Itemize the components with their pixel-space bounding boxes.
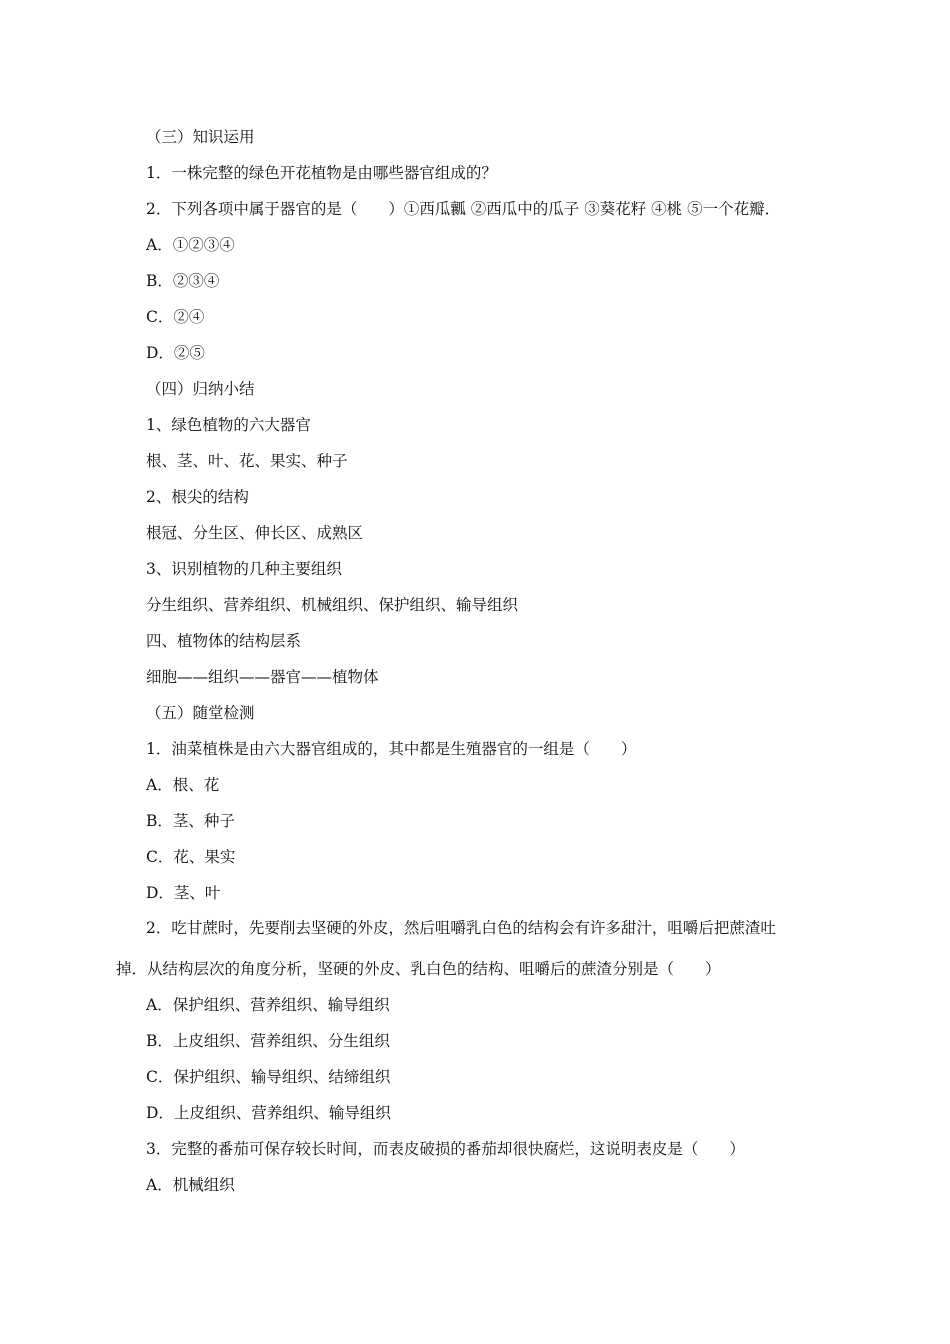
summary-item-2-title: 2、根尖的结构 bbox=[146, 488, 249, 506]
q2-option-d: D．②⑤ bbox=[146, 344, 205, 362]
q2-option-c: C．②④ bbox=[146, 308, 205, 326]
section-heading-summary: （四）归纳小结 bbox=[146, 380, 255, 398]
test-question-2-text-line-1: 2．吃甘蔗时，先要削去坚硬的外皮，然后咀嚼乳白色的结构会有许多甜汁，咀嚼后把蔗渣吐 bbox=[146, 919, 776, 937]
section-heading-knowledge-application: （三）知识运用 bbox=[146, 128, 255, 146]
test-q1-option-a: A．根、花 bbox=[146, 776, 220, 794]
section-heading-class-test: （五）随堂检测 bbox=[146, 704, 255, 722]
summary-item-1-title: 1、绿色植物的六大器官 bbox=[146, 416, 311, 434]
test-q1-option-d: D．茎、叶 bbox=[146, 884, 221, 902]
test-question-3-text: 3．完整的番茄可保存较长时间，而表皮破损的番茄却很快腐烂，这说明表皮是（ ） bbox=[146, 1140, 745, 1158]
test-q2-option-c: C．保护组织、输导组织、结缔组织 bbox=[146, 1068, 391, 1086]
test-q1-option-c: C．花、果实 bbox=[146, 848, 236, 866]
test-q1-option-b: B．茎、种子 bbox=[146, 812, 235, 830]
test-q2-option-a: A．保护组织、营养组织、输导组织 bbox=[146, 996, 390, 1014]
summary-item-4-content: 细胞——组织——器官——植物体 bbox=[146, 668, 379, 686]
summary-item-3-title: 3、识别植物的几种主要组织 bbox=[146, 560, 342, 578]
question-2-text: 2．下列各项中属于器官的是（ ）①西瓜瓤 ②西瓜中的瓜子 ③葵花籽 ④桃 ⑤一个花瓣． bbox=[146, 200, 781, 218]
test-question-2-text-line-2: 掉．从结构层次的角度分析，坚硬的外皮、乳白色的结构、咀嚼后的蔗渣分别是（ ） bbox=[116, 960, 721, 978]
q2-option-b: B．②③④ bbox=[146, 272, 220, 290]
test-question-1-text: 1．油菜植株是由六大器官组成的，其中都是生殖器官的一组是（ ） bbox=[146, 740, 637, 758]
summary-item-3-content: 分生组织、营养组织、机械组织、保护组织、输导组织 bbox=[146, 596, 519, 614]
test-q2-option-d: D．上皮组织、营养组织、输导组织 bbox=[146, 1104, 391, 1122]
summary-item-2-content: 根冠、分生区、伸长区、成熟区 bbox=[146, 524, 364, 542]
test-q2-option-b: B．上皮组织、营养组织、分生组织 bbox=[146, 1032, 390, 1050]
test-q3-option-a: A．机械组织 bbox=[146, 1176, 235, 1194]
summary-item-4-title: 四、植物体的结构层系 bbox=[146, 632, 302, 650]
summary-item-1-content: 根、茎、叶、花、果实、种子 bbox=[146, 452, 348, 470]
question-1-text: 1．一株完整的绿色开花植物是由哪些器官组成的？ bbox=[146, 164, 497, 182]
q2-option-a: A．①②③④ bbox=[146, 236, 235, 254]
